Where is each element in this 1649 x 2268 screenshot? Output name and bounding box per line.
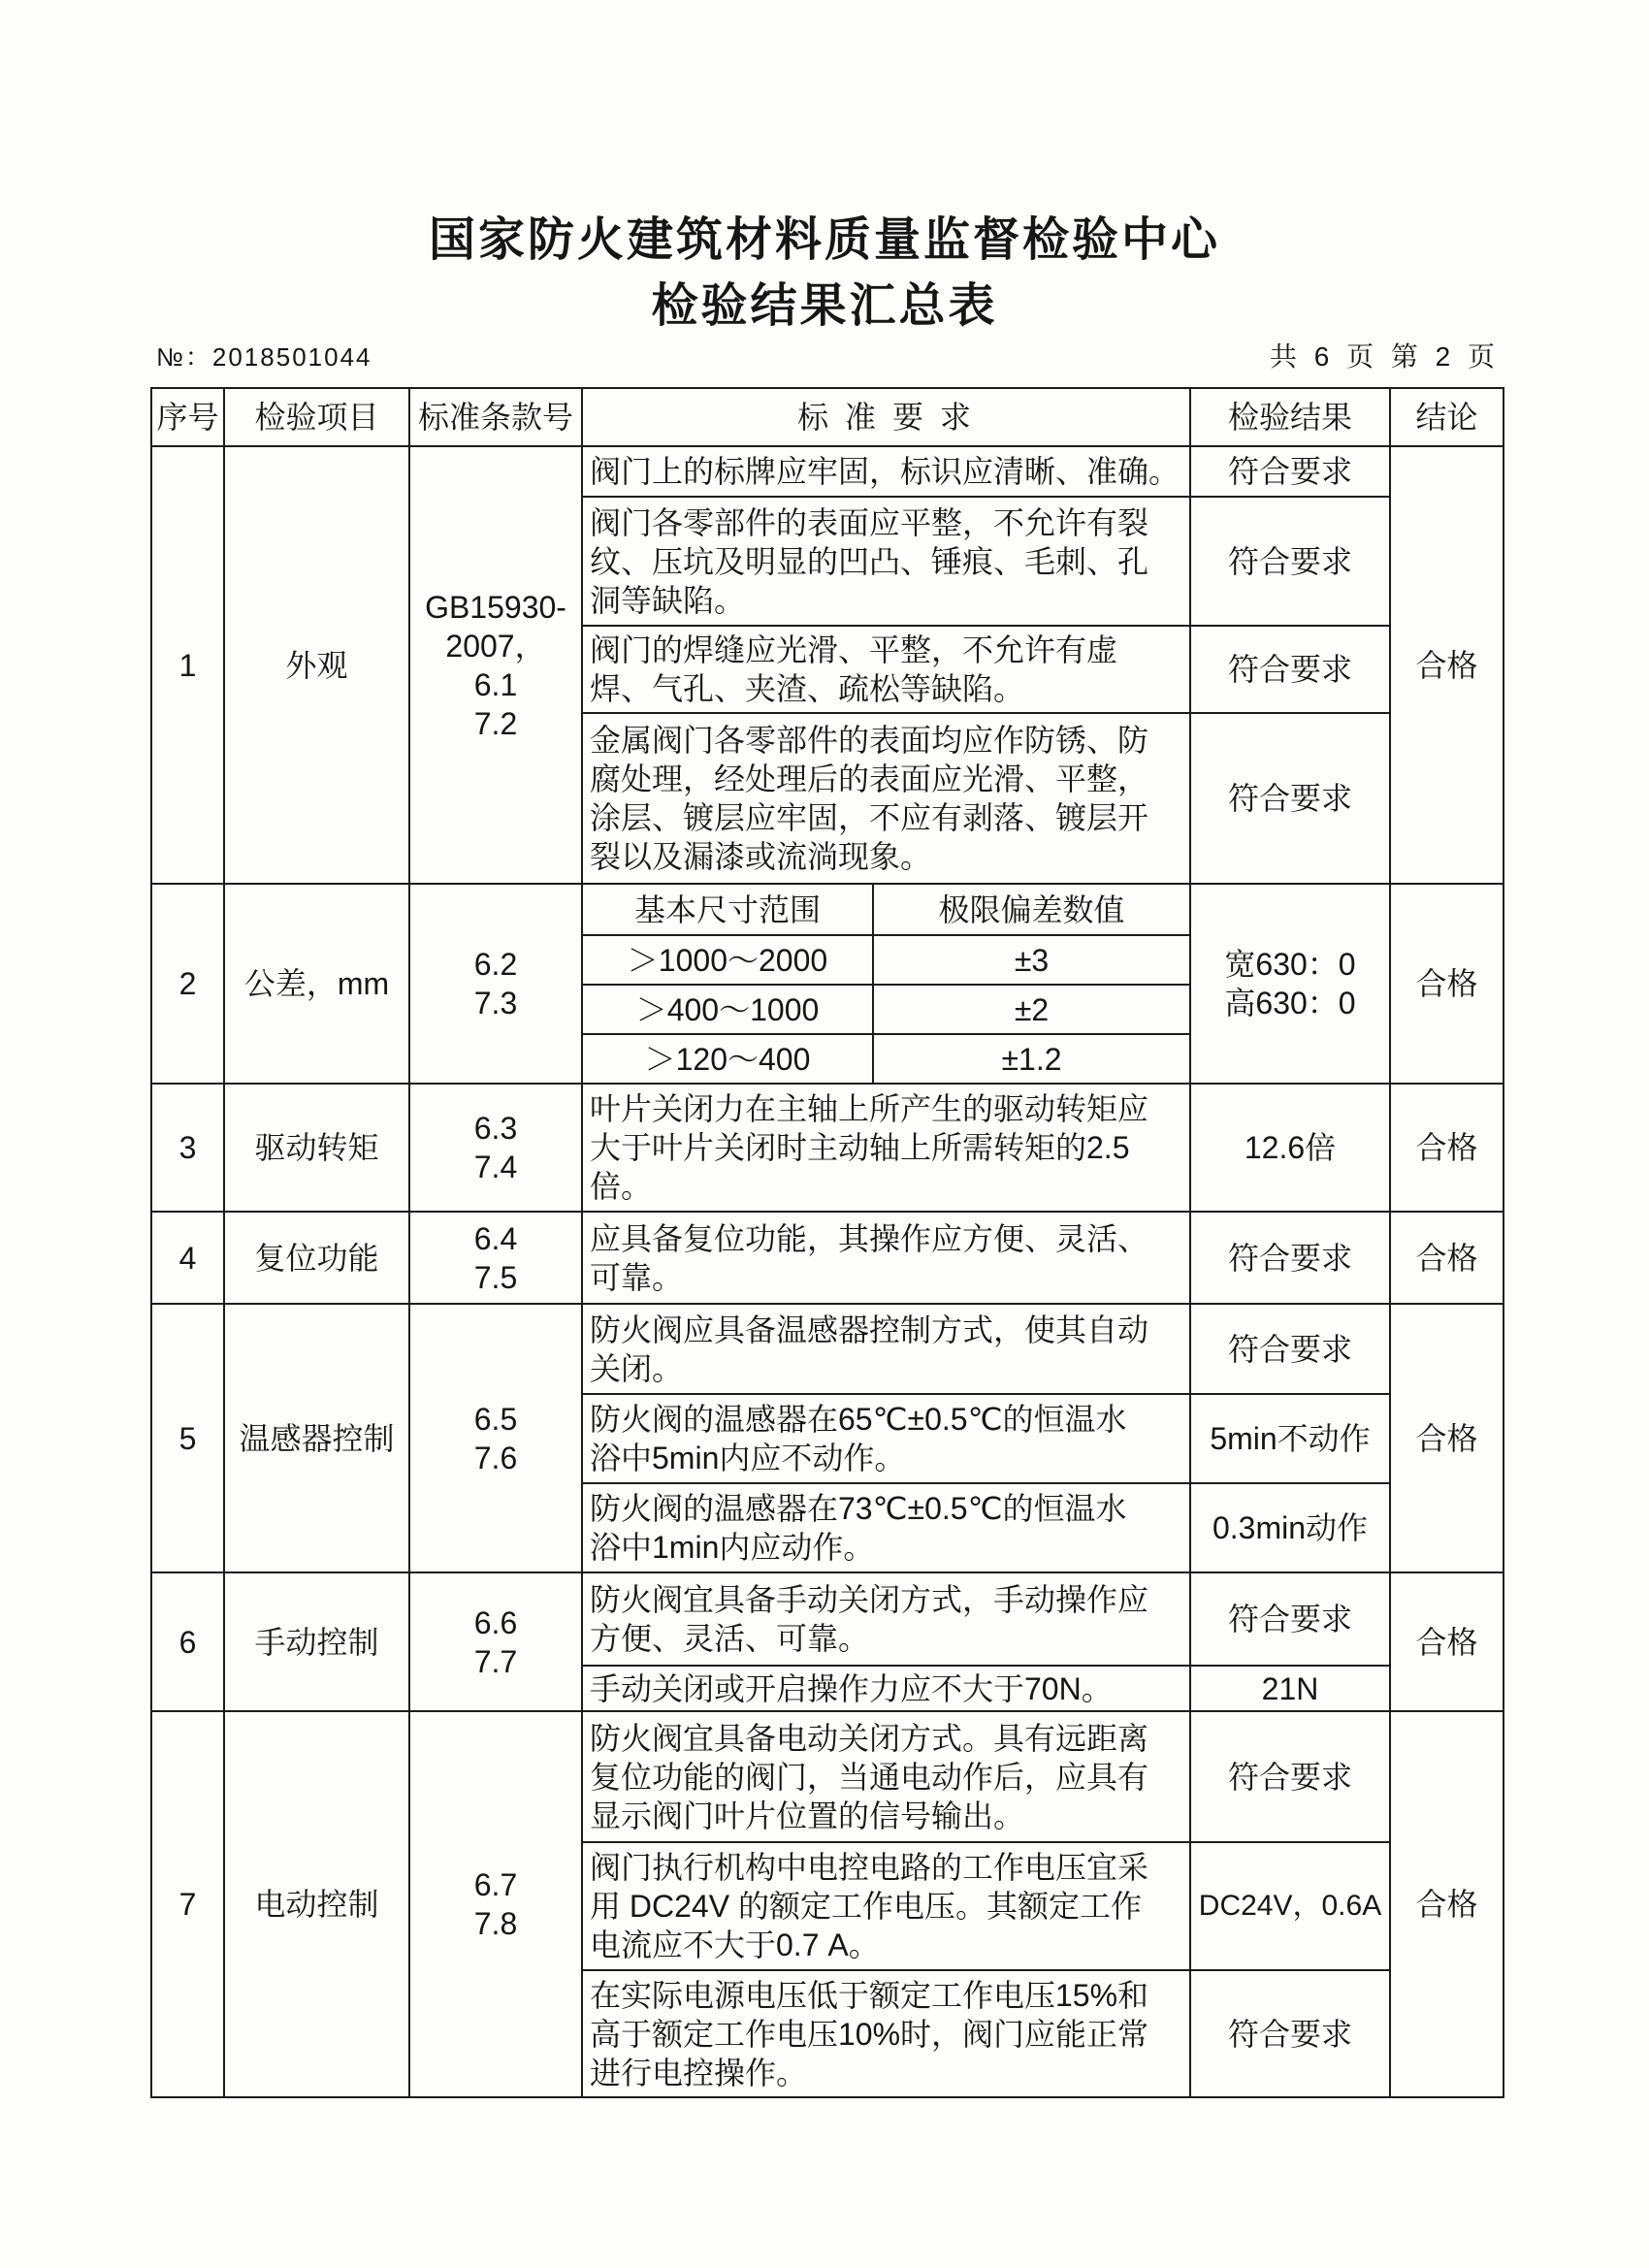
row-3-seq: 3 [152,1085,225,1213]
clause-line: 6.6 [473,1604,518,1640]
row-7-requirement-1 [583,1712,1191,1843]
row-6-requirement-1 [583,1573,1191,1667]
row-5-requirement-2 [583,1395,1191,1484]
requirement-line: 叶片关闭力在主轴上所产生的驱动转矩应 [590,1091,1149,1126]
clause-line: 7.4 [473,1150,518,1184]
row-1-requirement-1 [583,447,1191,498]
requirement-line: 防火阀的温感器在65℃±0.5℃的恒温水 [590,1402,1127,1437]
row-7-result-1: 符合要求 [1191,1712,1391,1843]
row-5-requirement-3 [583,1484,1191,1573]
document-title: 国家防火建筑材料质量监督检验中心 [428,214,1220,266]
row-1-requirement-3 [583,627,1191,714]
requirement-line: 防火阀应具备温感器控制方式，使其自动 [590,1312,1149,1347]
row-2-clause [410,885,583,1085]
row-5-seq: 5 [152,1305,225,1573]
result-line: 宽630：0 [1224,947,1356,982]
clause-line: 2007， [445,628,546,664]
requirement-line: 浴中1min内应动作。 [590,1530,875,1565]
row-2-seq: 2 [152,885,225,1085]
requirement-line: 纹、压坑及明显的凹凸、锤痕、毛刺、孔 [590,543,1149,579]
row-7-result-3: 符合要求 [1191,1971,1391,2098]
row-4-clause [410,1213,583,1305]
row-2-item: 公差，mm [225,885,410,1085]
column-header-conclusion: 结论 [1391,389,1504,447]
row-5-requirement-1 [583,1305,1191,1395]
requirement-line: 应具备复位功能，其操作应方便、灵活、 [590,1220,1149,1256]
row-5-result-1: 符合要求 [1191,1305,1391,1395]
document-subtitle: 检验结果汇总表 [651,280,998,332]
row-1-result-4: 符合要求 [1191,714,1391,885]
clause-line: 7.2 [473,705,518,741]
row-5-result-2: 5min不动作 [1191,1395,1391,1484]
tolerance-size-range: ＞1000～2000 [583,936,874,986]
clause-line: 6.1 [473,666,518,702]
column-header-clause: 标准条款号 [410,389,583,447]
row-1-result-1: 符合要求 [1191,447,1391,498]
row-6-result-2: 21N [1191,1667,1391,1712]
requirement-line: 金属阀门各零部件的表面均应作防锈、防 [590,723,1149,758]
row-1-item: 外观 [225,447,410,885]
row-1-conclusion: 合格 [1391,447,1504,885]
row-7-clause [410,1712,583,2098]
tolerance-header-size-range: 基本尺寸范围 [583,885,874,936]
row-7-seq: 7 [152,1712,225,2098]
row-1-seq: 1 [152,447,225,885]
row-7-requirement-3 [583,1971,1191,2098]
row-6-item: 手动控制 [225,1573,410,1712]
clause-line: 7.3 [473,986,518,1021]
requirement-line: 用 DC24V 的额定工作电压。其额定工作 [590,1889,1142,1924]
requirement-line: 浴中5min内应不动作。 [590,1441,906,1475]
requirement-line: 倍。 [590,1169,653,1204]
row-7-result-2: DC24V，0.6A [1191,1843,1391,1971]
row-4-result: 符合要求 [1191,1213,1391,1305]
row-3-item: 驱动转矩 [225,1085,410,1213]
requirement-line: 显示阀门叶片位置的信号输出。 [590,1798,1025,1833]
requirement-line: 关闭。 [590,1350,684,1386]
requirement-line: 方便、灵活、可靠。 [590,1621,870,1656]
clause-line: 7.6 [473,1440,518,1475]
tolerance-deviation: ±3 [874,936,1191,986]
row-1-requirement-2 [583,498,1191,627]
requirement-line: 手动关闭或开启操作力应不大于70N。 [590,1670,1113,1706]
row-6-conclusion: 合格 [1391,1573,1504,1712]
row-4-conclusion: 合格 [1391,1213,1504,1305]
row-7-requirement-2 [583,1843,1191,1971]
row-4-seq: 4 [152,1213,225,1305]
row-6-seq: 6 [152,1573,225,1712]
row-5-clause [410,1305,583,1573]
requirement-line: 阀门上的标牌应牢固，标识应清晰、准确。 [590,454,1180,489]
clause-line: 6.2 [473,947,518,982]
requirement-line: 焊、气孔、夹渣、疏松等缺陷。 [590,671,1025,706]
clause-line: 7.7 [473,1643,518,1679]
row-1-clause [410,447,583,885]
clause-line: GB15930- [425,589,566,625]
clause-line: 6.7 [473,1867,518,1902]
row-4-item: 复位功能 [225,1213,410,1305]
clause-line: 7.5 [473,1259,518,1295]
requirement-line: 洞等缺陷。 [590,582,746,618]
clause-line: 7.8 [473,1906,518,1941]
row-5-conclusion: 合格 [1391,1305,1504,1573]
tolerance-deviation: ±2 [874,986,1191,1035]
clause-line: 6.3 [473,1111,518,1146]
row-3-clause [410,1085,583,1213]
clause-line: 6.4 [473,1220,518,1256]
tolerance-deviation: ±1.2 [874,1035,1191,1085]
row-6-clause [410,1573,583,1712]
clause-line: 6.5 [473,1401,518,1437]
requirement-line: 阀门各零部件的表面应平整，不允许有裂 [590,504,1149,540]
requirement-line: 阀门执行机构中电控电路的工作电压宜采 [590,1850,1149,1885]
row-7-conclusion: 合格 [1391,1712,1504,2098]
requirement-line: 复位功能的阀门，当通电动作后，应具有 [590,1759,1149,1795]
requirement-line: 裂以及漏漆或流淌现象。 [590,839,932,874]
column-header-requirement: 标 准 要 求 [583,389,1191,447]
requirement-line: 防火阀的温感器在73℃±0.5℃的恒温水 [590,1491,1127,1526]
row-3-conclusion: 合格 [1391,1085,1504,1213]
result-line: 高630：0 [1224,986,1356,1021]
row-1-requirement-4 [583,714,1191,885]
requirement-line: 阀门的焊缝应光滑、平整，不允许有虚 [590,632,1118,667]
row-5-item: 温感器控制 [225,1305,410,1573]
row-4-requirement [583,1213,1191,1305]
requirement-line: 高于额定工作电压10%时，阀门应能正常 [590,2016,1149,2052]
requirement-line: 腐处理，经处理后的表面应光滑、平整， [590,761,1149,796]
requirement-line: 可靠。 [590,1259,684,1295]
tolerance-size-range: ＞400～1000 [583,986,874,1035]
row-5-result-3: 0.3min动作 [1191,1484,1391,1573]
report-number: №：2018501044 [156,342,372,372]
requirement-line: 防火阀宜具备手动关闭方式，手动操作应 [590,1582,1149,1617]
requirement-line: 在实际电源电压低于额定工作电压15%和 [590,1977,1149,2013]
row-2-result [1191,885,1391,1085]
row-2-conclusion: 合格 [1391,885,1504,1085]
requirement-line: 进行电控操作。 [590,2055,808,2090]
column-header-result: 检验结果 [1191,389,1391,447]
row-3-requirement [583,1085,1191,1213]
requirement-line: 电流应不大于0.7 A。 [590,1928,880,1962]
row-3-result: 12.6倍 [1191,1085,1391,1213]
tolerance-size-range: ＞120～400 [583,1035,874,1085]
results-table [150,387,1504,2098]
row-1-result-2: 符合要求 [1191,498,1391,627]
requirement-line: 大于叶片关闭时主动轴上所需转矩的2.5 [590,1130,1130,1165]
row-6-result-1: 符合要求 [1191,1573,1391,1667]
column-header-seq: 序号 [152,389,225,447]
row-7-item: 电动控制 [225,1712,410,2098]
row-6-requirement-2 [583,1667,1191,1712]
tolerance-header-deviation: 极限偏差数值 [874,885,1191,936]
requirement-line: 防火阀宜具备电动关闭方式。具有远距离 [590,1720,1149,1756]
row-1-result-3: 符合要求 [1191,627,1391,714]
requirement-line: 涂层、镀层应牢固，不应有剥落、镀层开 [590,800,1149,835]
column-header-item: 检验项目 [225,389,410,447]
page-indicator: 共 6 页 第 2 页 [1269,341,1500,372]
